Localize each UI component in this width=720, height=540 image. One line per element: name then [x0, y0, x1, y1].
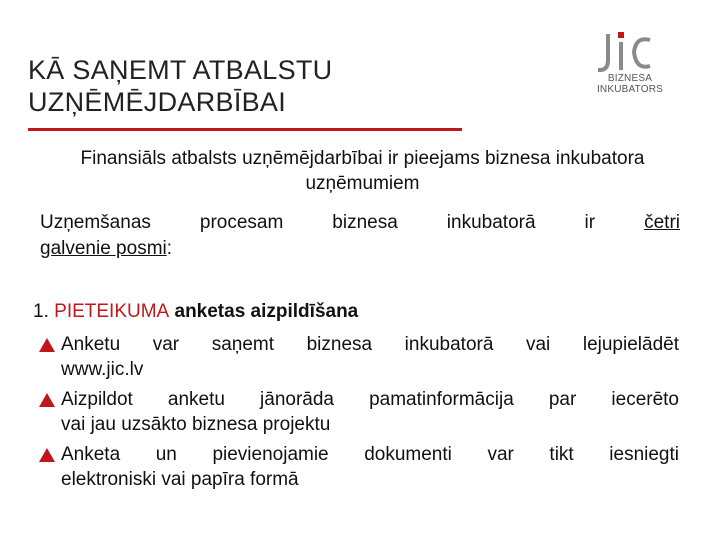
logo-caption: BIZNESA INKUBATORS — [596, 73, 664, 95]
title-underline-rule — [28, 128, 462, 131]
step-heading — [33, 299, 683, 325]
triangle-bullet-icon — [39, 393, 55, 407]
list-item — [39, 387, 679, 437]
bullet-line-1: Anketa un pievienojamie dokumenti var tikt iesniegti — [61, 444, 679, 465]
bullet-line-2: vai jau uzsākto biznesa projektu — [61, 414, 331, 435]
triangle-bullet-icon — [39, 448, 55, 462]
process-underlined-phrase: galvenie posmi — [40, 238, 167, 259]
process-underlined-word: četri — [644, 212, 680, 233]
list-item — [39, 442, 679, 492]
bullet-list — [39, 332, 679, 497]
title-line-2: UZŅĒMĒJDARBĪBAI — [28, 87, 287, 117]
bullet-line-1: Anketu var saņemt biznesa inkubatorā vai lejupielādēt — [61, 334, 679, 355]
title-line-1: KĀ SAŅEMT ATBALSTU — [28, 55, 333, 85]
bullet-line-2: www.jic.lv — [61, 359, 144, 380]
process-suffix: : — [166, 238, 173, 259]
intro-text: Finansiāls atbalsts uzņēmējdarbībai ir pieejams biznesa inkubatora uzņēmumiem — [80, 148, 645, 194]
step-number: 1. — [33, 301, 49, 322]
bullet-line-2: elektroniski vai papīra formā — [61, 469, 299, 490]
step-highlight: PIETEIKUMA — [54, 301, 170, 322]
process-text: Uzņemšanas procesam biznesa inkubatorā ir — [40, 212, 645, 233]
slide-title — [28, 54, 448, 118]
step-rest: anketas aizpildīšana — [169, 301, 359, 322]
process-paragraph — [40, 210, 680, 262]
list-item — [39, 332, 679, 382]
bullet-line-1: Aizpildot anketu jānorāda pamatinformācija par iecerēto — [61, 389, 679, 410]
triangle-bullet-icon — [39, 338, 55, 352]
